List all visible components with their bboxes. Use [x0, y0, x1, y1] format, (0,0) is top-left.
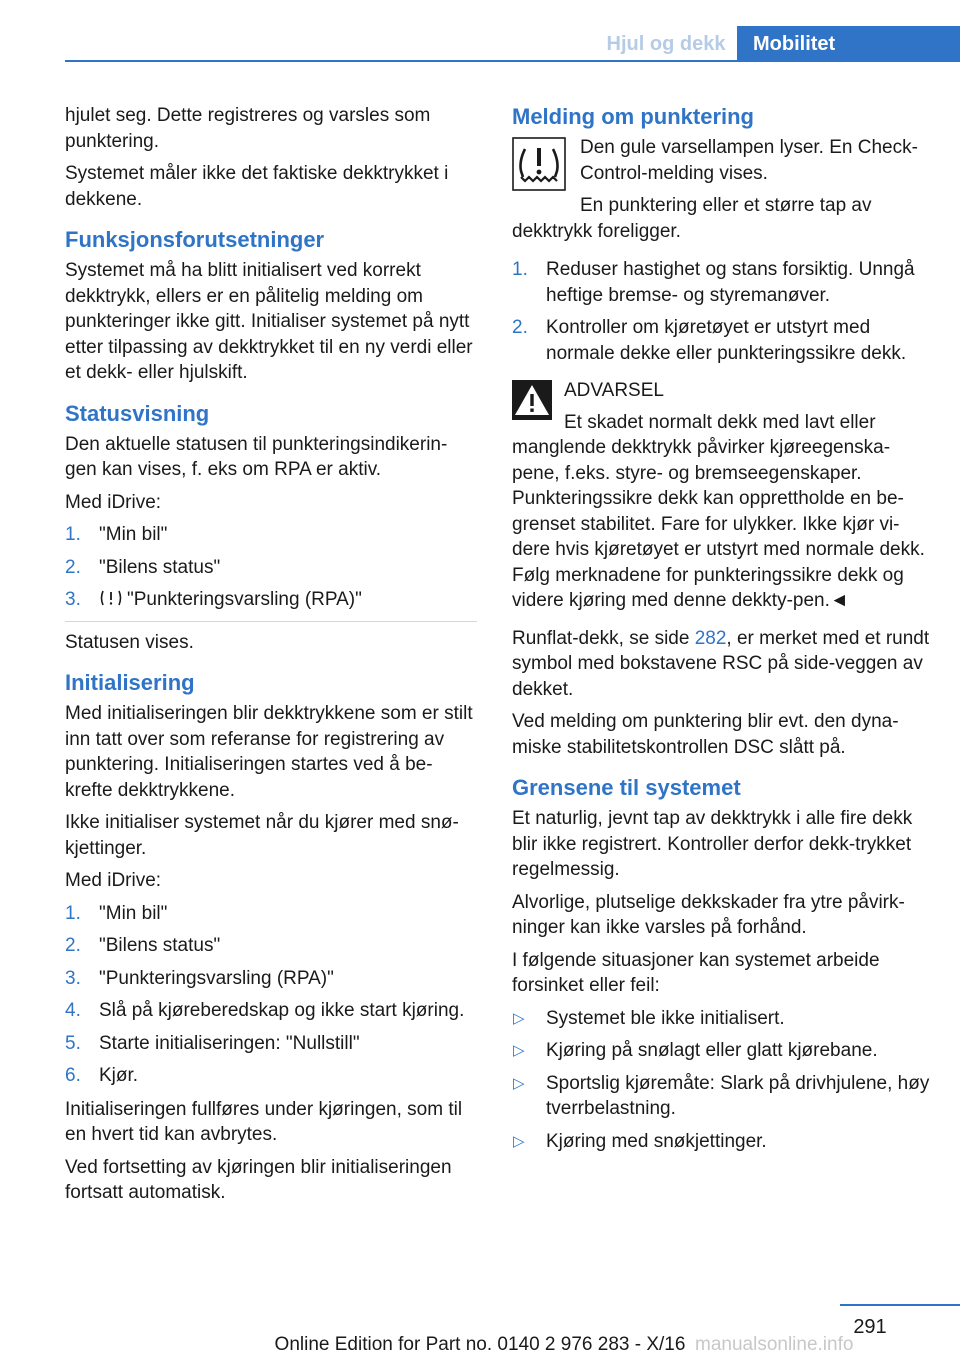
bullet-triangle-icon: ▷	[513, 1042, 525, 1059]
list-item: 5. Starte initialiseringen: "Nullstill"	[65, 1032, 360, 1054]
page-link-282[interactable]: 282	[694, 627, 727, 649]
right-column	[512, 103, 930, 1162]
paragraph: Ikke initialiser systemet når du kjører med snø-kjettinger.	[65, 812, 459, 859]
paragraph: Den gule varsellampen lyser. En Check-Control-melding vises.	[580, 137, 918, 184]
list-item: 3. "Punkteringsvarsling (RPA)"	[65, 967, 334, 989]
list-item: 2. "Bilens status"	[65, 935, 221, 956]
paragraph: hjulet seg. Dette registreres og varsles som punktering.	[65, 105, 431, 152]
list-item: 6. Kjør.	[65, 1065, 139, 1086]
warning-title: ADVARSEL	[564, 380, 664, 401]
list-item: 3. "Punkteringsvarsling (RPA)"	[65, 589, 362, 610]
heading-statusvisning: Statusvisning	[65, 400, 210, 426]
bullet-triangle-icon: ▷	[513, 1009, 525, 1027]
page-number: 291	[853, 1316, 887, 1338]
list-item: 4. Slå på kjøreberedskap og ikke start kjøring.	[65, 1000, 465, 1021]
status-steps-list	[65, 522, 477, 613]
divider	[65, 621, 477, 622]
paragraph: Systemet måler ikke det faktiske dekktrykket i dekkene.	[65, 163, 449, 210]
paragraph: Med iDrive:	[65, 870, 162, 891]
list-item: 1. "Min bil"	[65, 524, 168, 545]
warning-triangle-icon	[512, 380, 552, 420]
heading-grensene-til-systemet: Grensene til systemet	[512, 775, 741, 800]
paragraph: Systemet må ha blitt initialisert ved korrekt dekktrykk, ellers er en pålitelig melding om punkteringer ikke gitt. Initialiser systemet på nytt etter tilpassing av dekktrykket til en ny verdi eller et dekk- eller hjulskift.	[65, 260, 473, 383]
paragraph: Runflat-dekk, se side 282, er merket med et rundt symbol med bokstavene RSC på side-veggen av dekket.	[512, 627, 930, 700]
paragraph: En punktering eller et større tap av dekktrykk foreligger.	[512, 195, 872, 242]
header-rule	[65, 60, 960, 62]
paragraph: Med initialiseringen blir dekktrykkene som er stilt inn tatt over som referanse for registrering av punktering. Initialiseringen startes ved å be-krefte dekktrykkene.	[65, 703, 473, 801]
warning-block	[512, 378, 930, 614]
header-chapter-tab: Mobilitet	[737, 26, 960, 62]
paragraph: Ved fortsetting av kjøringen blir initialiseringen fortsatt automatisk.	[65, 1156, 452, 1203]
bullet-triangle-icon: ▷	[513, 1132, 525, 1150]
tire-pressure-warning-icon	[512, 137, 566, 191]
list-item: ▷ Sportslig kjøremåte: Slark på drivhjulene, høy tverrbelastning.	[513, 1072, 930, 1119]
list-item: ▷ Systemet ble ikke initialisert.	[512, 1006, 930, 1032]
list-item: ▷ Kjøring på snølagt eller glatt kjørebane.	[512, 1038, 930, 1064]
left-column	[65, 103, 477, 1213]
footer-rule	[840, 1304, 960, 1306]
edition-note: Online Edition for Part no. 0140 2 976 283 - X/16	[274, 1334, 686, 1355]
paragraph: Statusen vises.	[65, 631, 194, 653]
list-item: 2. Kontroller om kjøretøyet er utstyrt med normale dekke eller punkteringssikre dekk.	[512, 317, 907, 364]
warning-lamp-block	[512, 135, 930, 251]
limitations-list	[512, 1006, 930, 1155]
paragraph: Initialiseringen fullføres under kjøringen, som til en hvert tid kan avbrytes.	[65, 1098, 463, 1145]
bullet-triangle-icon: ▷	[513, 1074, 525, 1092]
header-section-tab: Hjul og dekk	[606, 33, 726, 55]
list-item: ▷ Kjøring med snøkjettinger.	[512, 1129, 930, 1155]
heading-funksjonsforutsetninger: Funksjonsforutsetninger	[65, 227, 325, 252]
punktering-steps-list	[512, 257, 930, 366]
warning-text: Et skadet normalt dekk med lavt eller manglende dekktrykk påvirker kjøreegenska-pene, f.eks. styre- og bremseegenskaper. Punkteringssikre dekk kan opprettholde en be-grenset stabilitet. Fare for ulykker. Ikke kjør vi-dere hvis kjøretøyet er utstyrt med normale dekk. Følg merknadene for punkteringssikre dekk og videre kjøring med denne dekkty-pen.◄	[512, 411, 925, 611]
heading-melding-om-punktering: Melding om punktering	[512, 104, 754, 129]
paragraph: I følgende situasjoner kan systemet arbeide forsinket eller feil:	[512, 949, 880, 996]
init-steps-list	[65, 901, 477, 1089]
list-item: 1. Reduser hastighet og stans forsiktig. Unngå heftige bremse- og styremanøver.	[512, 259, 915, 306]
list-item: 2. "Bilens status"	[65, 556, 221, 578]
tire-pressure-icon	[99, 588, 123, 608]
paragraph: Med iDrive:	[65, 491, 162, 513]
paragraph: Et naturlig, jevnt tap av dekktrykk i alle fire dekk blir ikke registrert. Kontroller derfor dekk-trykket regelmessig.	[512, 808, 913, 880]
paragraph: Den aktuelle statusen til punkteringsindikerin-gen kan vises, f. eks om RPA er aktiv.	[65, 433, 448, 480]
list-item: 1. "Min bil"	[65, 902, 168, 924]
paragraph: Ved melding om punktering blir evt. den dyna-miske stabilitetskontrollen DSC slått på.	[512, 711, 899, 758]
watermark: manualsonline.info	[695, 1334, 854, 1355]
heading-initialisering: Initialisering	[65, 670, 195, 695]
paragraph: Alvorlige, plutselige dekkskader fra ytre påvirk-ninger kan ikke varsles på forhånd.	[512, 891, 905, 938]
